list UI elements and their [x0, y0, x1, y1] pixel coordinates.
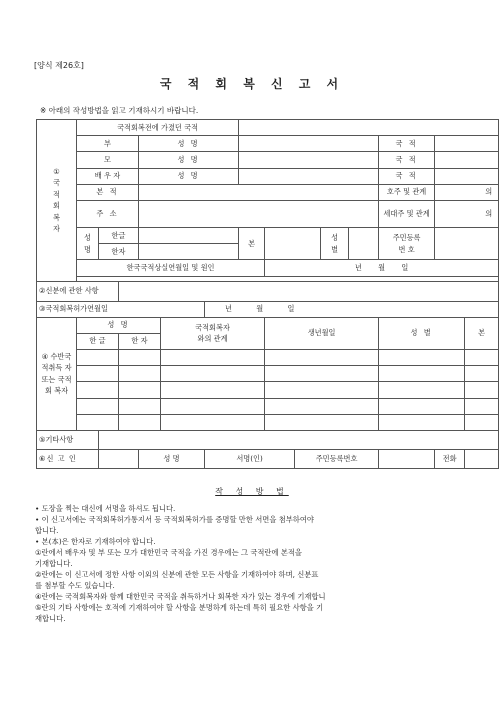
spouse-label: 배 우 자 [77, 168, 139, 184]
householder-relation-field[interactable] [435, 200, 499, 227]
mother-nationality-label: 국 적 [379, 152, 435, 168]
notice-text: ※ 아래의 작성방법을 읽고 기재하시기 바랍니다. [40, 106, 199, 115]
mother-name-label: 성 명 [139, 152, 239, 168]
table-row [37, 366, 499, 382]
signature-field[interactable]: 서명(인) [205, 450, 295, 469]
head-relation-label: 호주 및 관계 [379, 184, 435, 200]
declarant-name-label: 성 명 [139, 450, 205, 469]
hanja-name-field[interactable] [139, 244, 239, 260]
permission-date-field[interactable]: 년 월 일 [205, 301, 499, 317]
declarant-extra-field[interactable] [99, 450, 139, 469]
mother-name-field[interactable] [239, 152, 379, 168]
instruction-line: ①란에서 배우자 및 부 또는 모가 대한민국 국적을 가진 경우에는 그 국적란에 본적을 [35, 548, 302, 557]
section-6-label: ⑥신 고 인 [37, 450, 99, 469]
loss-date-field[interactable]: 년 월 일 [265, 260, 499, 276]
sex-label: 성 별 [321, 227, 349, 259]
form-number-label: [양식 제26호] [34, 61, 84, 70]
instruction-line: • 도장을 찍는 대신에 서명을 하셔도 됩니다. [35, 504, 176, 513]
instruction-line: ②란에는 이 신고서에 정한 사항 이외의 신분에 관한 모든 사항을 기재하여야 하며, 신분표 [35, 570, 319, 579]
accompanying-sex-label: 성 별 [379, 317, 465, 349]
person-name-label: 성 명 [77, 227, 99, 259]
instruction-line: • 본(本)은 한자로 기재하여야 합니다. [35, 537, 156, 546]
instruction-line: • 이 신고서에는 국적회복허가통지서 등 국적회복허가를 증명할 만한 서면을 첨부하여야 [35, 515, 314, 524]
instruction-line: ④란에는 국적회복자와 함께 대한민국 국적을 취득하거나 회복한 자가 있는 경우에 기재합니 [35, 592, 326, 601]
father-name-field[interactable] [239, 136, 379, 152]
of-suffix: 의 [485, 187, 493, 197]
accompanying-hangul-label: 한 글 [77, 333, 119, 349]
hangul-name-field[interactable] [139, 227, 239, 243]
accompanying-name-label: 성 명 [77, 317, 161, 333]
table-row [37, 350, 499, 366]
loss-date-reason-label: 한국국적상실연월일 및 원인 [77, 260, 265, 276]
father-nationality-field[interactable] [435, 136, 499, 152]
section-3-label: ③국적회복허가연월일 [37, 301, 205, 317]
relation-label: 국적회복자 와의 관계 [161, 317, 265, 349]
instruction-line: ⑤란의 기타 사항에는 호적에 기재하여야 할 사항을 분명하게 하는데 특히 필요한 사항을 기 [35, 603, 324, 612]
father-label: 부 [77, 136, 139, 152]
accompanying-origin-label: 본 [465, 317, 499, 349]
section-2-label: ②신분에 관한 사항 [37, 281, 119, 301]
prev-nationality-field[interactable] [239, 120, 499, 136]
declaration-form-table [36, 119, 499, 469]
resident-number-field[interactable] [435, 227, 499, 259]
method-title: 작 성 방 법 [215, 487, 289, 496]
declarant-resident-no-label: 주민등록번호 [295, 450, 379, 469]
resident-number-label: 주민등록 번 호 [379, 227, 435, 259]
origin-field[interactable] [265, 227, 321, 259]
phone-field[interactable] [465, 450, 499, 469]
instruction-line: 기재합니다. [35, 559, 73, 568]
section-1-label: ① 국 적 회 복 자 [37, 120, 77, 282]
of-suffix: 의 [485, 208, 493, 218]
hangul-label: 한글 [99, 227, 139, 243]
registered-domicile-label: 본 적 [77, 184, 139, 200]
accompanying-hanja-label: 한 자 [119, 333, 161, 349]
origin-label: 본 [239, 227, 265, 259]
registered-domicile-field[interactable] [139, 184, 379, 200]
address-field[interactable] [139, 200, 379, 227]
other-matters-field[interactable] [99, 431, 499, 450]
phone-label: 전화 [435, 450, 465, 469]
mother-label: 모 [77, 152, 139, 168]
householder-relation-label: 세대주 및 관계 [379, 200, 435, 227]
spouse-name-label: 성 명 [139, 168, 239, 184]
father-nationality-label: 국 적 [379, 136, 435, 152]
table-row [37, 414, 499, 430]
status-info-field[interactable] [119, 281, 499, 301]
father-name-label: 성 명 [139, 136, 239, 152]
table-row [37, 382, 499, 398]
head-relation-field[interactable] [435, 184, 499, 200]
sex-field[interactable] [349, 227, 379, 259]
instruction-line: 재합니다. [35, 614, 66, 623]
spouse-nationality-label: 국 적 [379, 168, 435, 184]
birth-date-label: 생년월일 [265, 317, 379, 349]
spouse-name-field[interactable] [239, 168, 379, 184]
hanja-label: 한자 [99, 244, 139, 260]
instruction-line: 합니다. [35, 526, 59, 535]
declarant-resident-no-field[interactable] [379, 450, 435, 469]
table-row [37, 398, 499, 414]
section-5-label: ⑤기타사항 [37, 431, 99, 450]
prev-nationality-label: 국적회복전에 가졌던 국적 [77, 120, 239, 136]
section-4-label: ④ 수반국 적취득 자또는 국적회 복자 [37, 317, 77, 430]
spouse-nationality-field[interactable] [435, 168, 499, 184]
instruction-line: 를 첨부할 수도 있습니다. [35, 581, 115, 590]
address-label: 주 소 [77, 200, 139, 227]
mother-nationality-field[interactable] [435, 152, 499, 168]
page-title: 국 적 회 복 신 고 서 [159, 77, 345, 91]
